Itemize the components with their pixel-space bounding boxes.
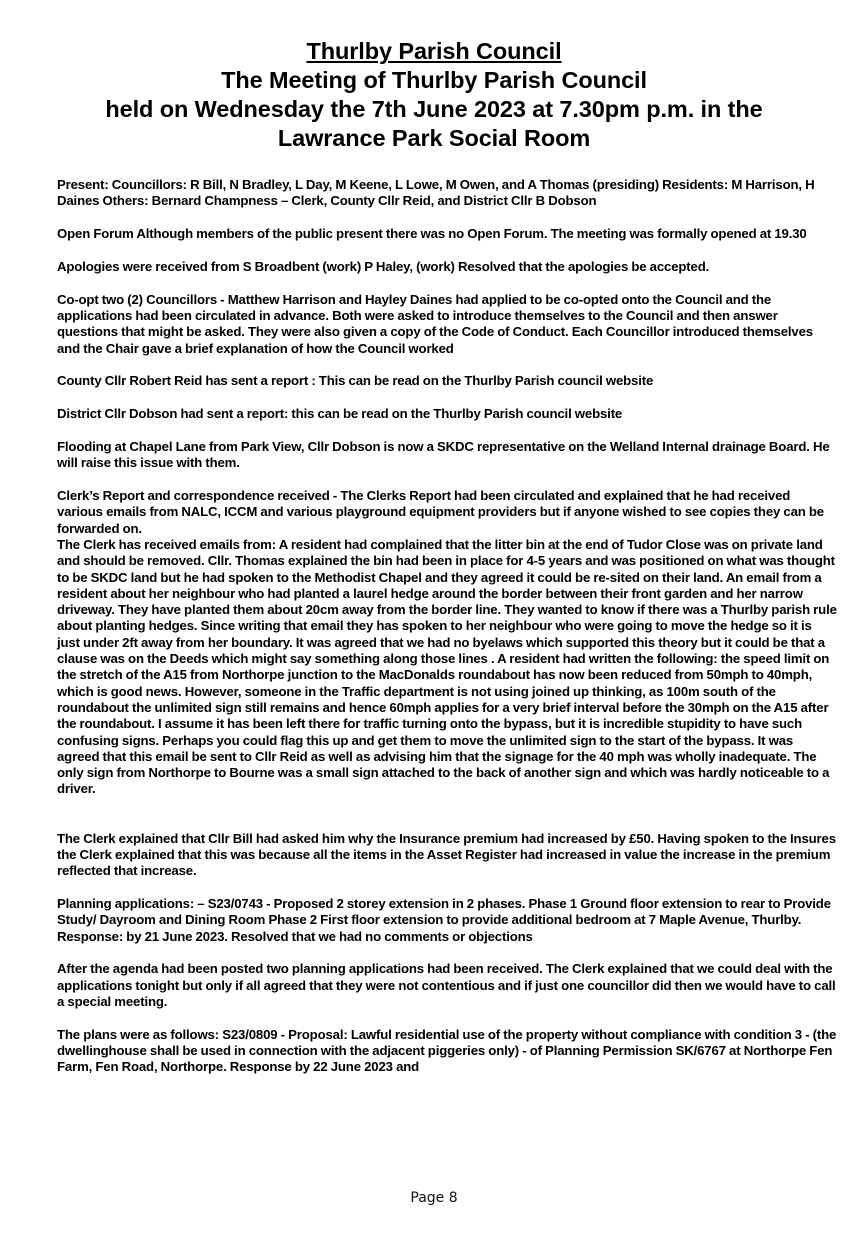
page-number: Page 8 <box>410 1190 458 1206</box>
paragraph-county-report: County Cllr Robert Reid has sent a report : This can be read on the Thurlby Parish council website <box>57 373 654 389</box>
paragraph-clerk-emails: The Clerk has received emails from: A resident had complained that the litter bin at the end of Tudor Close was on private land and should be removed. Cllr. Thomas explained the bin had been in place for 4-5 years and was positioned on what was thought to be SKDC land but he had spoken to the Methodist Chapel and they agreed it could be re-sited on their land. An email from a resident about her neighbour who had planted a laurel hedge around the border between their front garden and her narrow driveway. They have planted them about 20cm away from the border line. They wanted to know if there was a Thurlby parish rule about planting hedges. Since writing that email they has spoken to her neighbour who were going to move the hedge so it is just under 2ft away from her boundary. It was agreed that we had no byelaws which supported this theory but it could be that a clause was on the Deeds which might say something along those lines . A resident had written the following: the speed limit on the stretch of the A15 from Northorpe junction to the MacDonalds roundabout has now been reduced from 50mph to 40mph, which is good news. However, someone in the Traffic department is not using joined up thinking, as 100m south of the roundabout the unlimited sign still remains and hence 60mph applies for a very brief interval before the 30mph on the A15 after the roundabout. I assume it has been left there for traffic turning onto the bypass, but it is incredible stupidity to have such confusing signs. Perhaps you could flag this up and get them to move the unlimited sign to the start of the bypass. It was agreed that this email be sent to Cllr Reid as well as advising him that the signage for the 40 mph was wholly inadequate. The only sign from Northorpe to Bourne was a small sign attached to the back of another sign and which was hardly noticeable to a driver. <box>57 536 837 797</box>
paragraph-clerks-report: Clerk’s Report and correspondence received - The Clerks Report had been circulated and explained that he had received various emails from NALC, ICCM and various playground equipment providers but if anyone wished to see copies they can be forwarded on. <box>57 488 824 536</box>
paragraph-late-applications: After the agenda had been posted two planning applications had been received. The Clerk explained that we could deal with the applications tonight but only if all agreed that they were not contentious and if just one councillor did then we would have to call a special meeting. <box>57 961 836 1010</box>
document-header <box>40 37 828 153</box>
paragraph-district-report: District Cllr Dobson had sent a report: this can be read on the Thurlby Parish council website <box>57 406 623 422</box>
meeting-title-line-2: held on Wednesday the 7th June 2023 at 7.30pm p.m. in the <box>105 96 763 122</box>
paragraph-apologies: Apologies were received from S Broadbent (work) P Haley, (work) Resolved that the apologies be accepted. <box>57 258 710 274</box>
paragraph-open-forum: Open Forum Although members of the public present there was no Open Forum. The meeting was formally opened at 19.30 <box>57 226 807 242</box>
paragraph-co-opt-councillors: Co-opt two (2) Councillors - Matthew Harrison and Hayley Daines had applied to be co-opted onto the Council and the applications had been circulated in advance. Both were asked to introduce themselves to the Council and then answer questions that might be asked. They were also given a copy of the Code of Conduct. Each Councillor introduced themselves and the Chair gave a brief explanation of how the Council worked <box>57 291 813 356</box>
paragraph-planning-applications: Planning applications: – S23/0743 - Proposed 2 storey extension in 2 phases. Phase 1 Ground floor extension to rear to Provide Study/ Dayroom and Dining Room Phase 2 First floor extension to provide additional bedroom at 7 Maple Avenue, Thurlby. Response: by 21 June 2023. Resolved that we had no comments or objections <box>57 896 831 944</box>
minutes-body <box>57 177 837 1092</box>
paragraph-present: Present: Councillors: R Bill, N Bradley, L Day, M Keene, L Lowe, M Owen, and A Thomas (presiding) Residents: M Harrison, H Daines Others: Bernard Champness – Clerk, County Cllr Reid, and District Cllr B Dobson <box>57 177 815 209</box>
paragraph-insurance: The Clerk explained that Cllr Bill had asked him why the Insurance premium had increased by £50. Having spoken to the Insures the Clerk explained that this was because all the items in the Asset Register had increased in value the increase in the premium reflected that increase. <box>57 830 836 879</box>
paragraph-flooding: Flooding at Chapel Lane from Park View, Cllr Dobson is now a SKDC representative on the Welland Internal drainage Board. He will raise this issue with them. <box>57 438 830 471</box>
paragraph-plans: The plans were as follows: S23/0809 - Proposal: Lawful residential use of the property without compliance with condition 3 - (the dwellinghouse shall be used in connection with the adjacent piggeries only) - of Planning Permission SK/6767 at Northorpe Fen Farm, Fen Road, Northorpe. Response by 22 June 2023 and <box>57 1026 837 1075</box>
meeting-title-line-3: Lawrance Park Social Room <box>277 125 591 151</box>
organisation-title: Thurlby Parish Council <box>306 38 562 64</box>
meeting-title-line-1: The Meeting of Thurlby Parish Council <box>221 67 647 93</box>
